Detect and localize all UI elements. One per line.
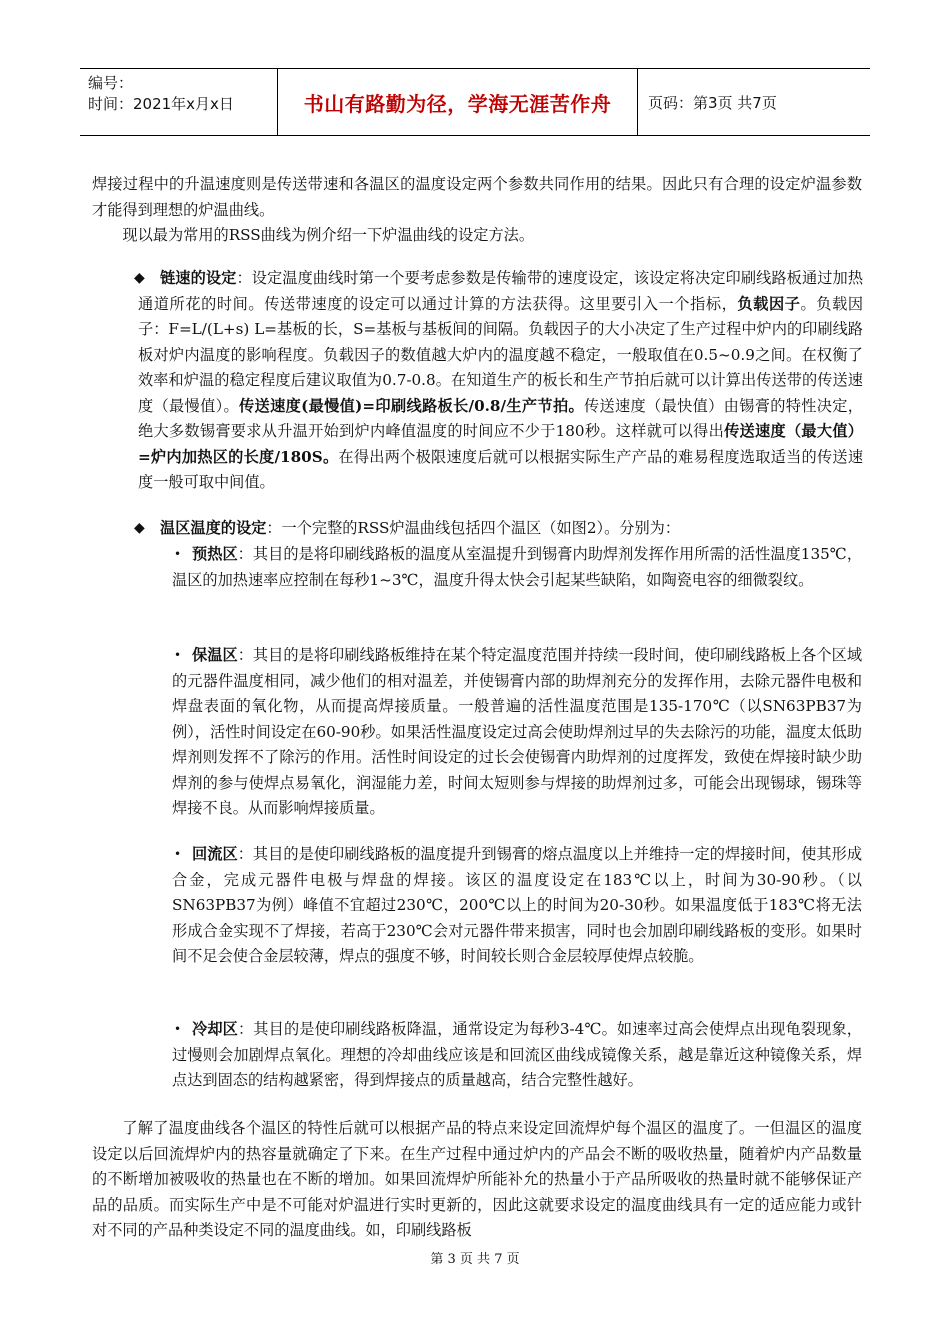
intro-paragraph-1: 焊接过程中的升温速度则是传送带速和各温区的温度设定两个参数共同作用的结果。因此只有合理的设定炉温参数才能得到理想的炉温曲线。 bbox=[92, 175, 862, 219]
zone-name: 回流区 bbox=[192, 845, 238, 863]
dot-bullet-icon: • bbox=[174, 847, 182, 861]
zone-text: ：其目的是将印刷线路板的温度从室温提升到锡膏内助焊剂发挥作用所需的活性温度135℃，温区的加热速率应控制在每秒1~3℃，温度升得太快会引起某些缺陷，如陶瓷电容的细微裂纹。 bbox=[172, 545, 863, 589]
slowest-speed-formula: 传送速度(最慢值)=印刷线路板长/0.8/生产节拍。 bbox=[239, 396, 584, 415]
chain-speed-text-3: 传送速度（最快值）由锡膏的特性决定，绝大多数锡膏要求从升温开始到炉内峰值温度的时间应不少于180秒。这样就可以得出 bbox=[138, 396, 863, 440]
zone-name: 保温区 bbox=[192, 646, 238, 664]
zone-reflow bbox=[172, 842, 862, 970]
load-factor-term: 负载因子 bbox=[737, 294, 801, 313]
page-footer: 第 3 页 共 7 页 bbox=[430, 1252, 520, 1267]
diamond-bullet-icon: ◆ bbox=[134, 270, 145, 286]
zone-text: ：其目的是使印刷线路板降温，通常设定为每秒3-4℃。如速率过高会使焊点出现龟裂现象，过慢则会加剧焊点氧化。理想的冷却曲线应该是和回流区曲线成镜像关系，越是靠近这种镜像关系，焊点达到固态的结构越紧密，得到焊接点的质量越高，结合完整性越好。 bbox=[172, 1020, 862, 1089]
zone-text: ：其目的是将印刷线路板维持在某个特定温度范围并持续一段时间，使印刷线路板上各个区域的元器件温度相同，减少他们的相对温差，并使锡膏内部的助焊剂充分的发挥作用，去除元器件电极和焊盘表面的氧化物，从而提高焊接质量。一般普遍的活性温度范围是135-170℃（以SN63PB37为例），活性时间设定在60-90秒。如果活性温度设定过高会使助焊剂过早的失去除污的功能，温度太低助焊剂则发挥不了除污的作用。活性时间设定的过长会使锡膏内助焊剂的过度挥发，致使在焊接时缺少助焊剂的参与使焊点易氧化，润湿能力差，时间太短则参与焊接的助焊剂过多，可能会出现锡球，锡珠等焊接不良。从而影响焊接质量。 bbox=[172, 646, 863, 817]
chain-speed-text-1: ：设定温度曲线时第一个要考虑参数是传输带的速度设定，该设定将决定印刷线路板通过加热通道所花的时间。传送带速度的设定可以通过计算的方法获得。这里要引入一个指标， bbox=[138, 269, 864, 313]
zone-cooling bbox=[172, 1017, 862, 1094]
chain-speed-section bbox=[138, 266, 863, 496]
dot-bullet-icon: • bbox=[174, 648, 182, 662]
header-page-info: 页码：第3页 共7页 bbox=[648, 93, 777, 112]
zone-temp-title: 温区温度的设定 bbox=[160, 519, 267, 537]
dot-bullet-icon: • bbox=[174, 547, 182, 561]
header-motto: 书山有路勤为径，学海无涯苦作舟 bbox=[278, 69, 638, 135]
zone-temp-text: ：一个完整的RSS炉温曲线包括四个温区（如图2）。分别为： bbox=[266, 519, 681, 537]
dot-bullet-icon: • bbox=[174, 1022, 182, 1036]
page-header bbox=[80, 68, 870, 136]
closing-paragraph: 了解了温度曲线各个温区的特性后就可以根据产品的特点来设定回流焊炉每个温区的温度了。一但温区的温度设定以后回流焊炉内的热容量就确定了下来。在生产过程中通过炉内的产品会不断的吸收热量，随着炉内产品数量的不断增加被吸收的热量也在不断的增加。如果回流焊炉所能补允的热量小于产品所吸收的热量时就不能够保证产品的品质。而实际生产中是不可能对炉温进行实时更新的，因此这就要求设定的温度曲线具有一定的适应能力或针对不同的产品种类设定不同的温度曲线。如，印刷线路板 bbox=[92, 1119, 862, 1239]
zone-preheat bbox=[172, 542, 862, 593]
zone-text: ：其目的是使印刷线路板的温度提升到锡膏的熔点温度以上并维持一定的焊接时间，使其形成合金，完成元器件电极与焊盘的焊接。该区的温度设定在183℃以上，时间为30-90秒。（以SN63PB37为例）峰值不宜超过230℃，200℃以上的时间为20-30秒。如果温度低于183℃将无法形成合金实现不了焊接，若高于230℃会对元器件带来损害，同时也会加剧印刷线路板的变形。如果时间不足会使合金层较薄，焊点的强度不够，时间较长则合金层较厚使焊点较脆。 bbox=[172, 845, 863, 965]
chain-speed-text-4: 在得出两个极限速度后就可以根据实际生产产品的难易程度选取适当的传送速度一般可取中间值。 bbox=[138, 447, 864, 491]
header-left-cell bbox=[80, 69, 278, 135]
chain-speed-title: 链速的设定 bbox=[160, 269, 237, 287]
zone-temp-section bbox=[138, 516, 863, 542]
chain-speed-text-2: 。负载因子：F=L/(L+s) L=基板的长，S=基板与基板间的间隔。负载因子的大小决定了生产过程中炉内的印刷线路板对炉内温度的影响程度。负载因子的数值越大炉内的温度越不稳定，一般取值在0.5~0.9之间。在权衡了效率和炉温的稳定程度后建议取值为0.7-0.8。在知道生产的板长和生产节拍后就可以计算出传送带的传送速度（最慢值）。 bbox=[138, 294, 864, 415]
diamond-bullet-icon: ◆ bbox=[134, 520, 145, 536]
zone-name: 预热区 bbox=[192, 545, 238, 563]
document-date: 时间：2021年x月x日 bbox=[88, 95, 234, 113]
document-number-label: 编号： bbox=[88, 74, 134, 92]
intro-paragraph-2: 现以最为常用的RSS曲线为例介绍一下炉温曲线的设定方法。 bbox=[122, 226, 535, 244]
zone-soak bbox=[172, 643, 862, 822]
max-speed-formula: 传送速度（最大值）=炉内加热区的长度/180S。 bbox=[138, 422, 863, 466]
zone-name: 冷却区 bbox=[192, 1020, 238, 1038]
